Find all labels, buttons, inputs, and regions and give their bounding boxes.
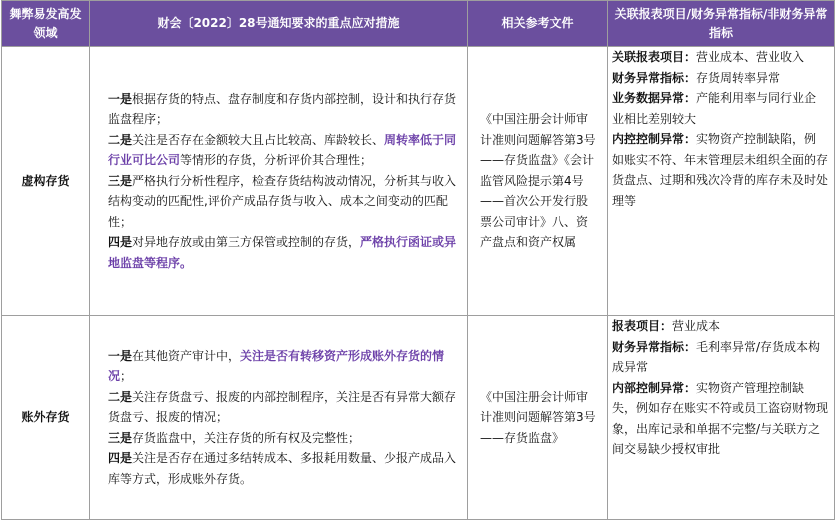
- indicator-text: 实物资产控制缺陷，例如账实不符、年末管理层未组织全面的存货盘点、过期和残次冷背的库存未及时处理等: [612, 132, 829, 208]
- header-measures: 财会〔2022〕28号通知要求的重点应对措施: [90, 1, 468, 47]
- measure-item: [108, 346, 459, 387]
- indicator-item: [612, 129, 828, 211]
- indicator-item: [612, 378, 828, 460]
- measure-lead: 三是: [108, 173, 133, 188]
- indicators-cell: [608, 47, 835, 316]
- measure-lead: 三是: [108, 430, 133, 445]
- indicator-label: 关联报表项目：: [612, 50, 697, 64]
- indicator-item: [612, 47, 828, 68]
- indicator-label: 内部控制异常：: [612, 380, 697, 395]
- measure-text: ；: [120, 369, 133, 384]
- measure-item: [108, 89, 459, 130]
- header-refs: 相关参考文件: [468, 1, 608, 47]
- indicator-text: 毛利率异常/存货成本构成异常: [612, 339, 821, 374]
- header-row: [2, 1, 835, 47]
- header-indicators: 关联报表项目/财务异常指标/非财务异常指标: [608, 1, 835, 47]
- domain-cell: 账外存货: [2, 316, 90, 520]
- measures-cell: [90, 316, 468, 520]
- indicator-label: 报表项目：: [612, 319, 673, 333]
- measure-text: 关注是否存在金额较大且占比较高、库龄较长、: [132, 132, 385, 147]
- indicator-text: 存货周转率异常: [696, 70, 781, 85]
- indicator-text: 营业成本: [672, 319, 721, 333]
- indicator-text: 营业成本、营业收入: [696, 50, 805, 64]
- measure-text: 根据存货的特点、盘存制度和存货内部控制，设计和执行存货监盘程序；: [108, 91, 457, 127]
- indicator-label: 业务数据异常：: [612, 91, 697, 105]
- measure-text: 等情形的存货，分析评价其合理性；: [180, 153, 373, 168]
- measure-text: 存货监盘中，关注存货的所有权及完整性；: [132, 430, 361, 445]
- measure-highlight: 严格执行函证或异地监盘等程序。: [108, 235, 457, 270]
- measure-lead: 四是: [108, 235, 133, 250]
- table-row: [2, 316, 835, 520]
- measure-text: 对异地存放或由第三方保管或控制的存货，: [132, 235, 361, 250]
- indicator-item: [612, 337, 828, 378]
- indicators-cell: [608, 316, 835, 520]
- indicator-label: 内控控制异常：: [612, 132, 697, 146]
- domain-cell: 虚构存货: [2, 47, 90, 316]
- refs-cell: 《中国注册会计师审计准则问题解答第3号——存货监盘》: [468, 316, 608, 520]
- indicator-label: 财务异常指标：: [612, 339, 697, 354]
- measure-lead: 一是: [108, 91, 133, 106]
- measure-lead: 二是: [108, 132, 133, 147]
- indicator-item: [612, 68, 828, 89]
- indicator-item: [612, 88, 828, 129]
- indicator-text: 产能利用率与同行业企业相比差别较大: [612, 91, 817, 126]
- measure-item: [108, 130, 459, 171]
- measure-text: 关注是否存在通过多结转成本、多报耗用数量、少报产成品入库等方式，形成账外存货。: [108, 451, 457, 486]
- measure-text: 严格执行分析性程序，检查存货结构波动情况，分析其与收入结构变动的匹配性,评价产成品存货与收入、成本之间变动的匹配性；: [108, 173, 457, 229]
- measure-item: [108, 428, 459, 449]
- measures-cell: [90, 47, 468, 316]
- measure-item: [108, 387, 459, 428]
- fraud-measures-table: [1, 0, 835, 520]
- measure-lead: 一是: [108, 348, 133, 363]
- measure-item: [108, 171, 459, 233]
- measure-lead: 二是: [108, 389, 133, 404]
- measure-highlight: 关注是否有转移资产形成账外存货的情况: [108, 348, 445, 384]
- measure-highlight: 周转率低于同行业可比公司: [108, 132, 457, 168]
- refs-cell: 《中国注册会计师审计准则问题解答第3号——存货监盘》《会计监管风险提示第4号——首次公开发行股票公司审计》八、资产盘点和资产权属: [468, 47, 608, 316]
- measure-text: 在其他资产审计中，: [132, 348, 241, 363]
- measure-item: [108, 232, 459, 273]
- measure-text: 关注存货盘亏、报废的内部控制程序，关注是否有异常大额存货盘亏、报废的情况；: [108, 389, 457, 425]
- header-domain: 舞弊易发高发领域: [2, 1, 90, 47]
- indicator-label: 财务异常指标：: [612, 70, 697, 85]
- indicator-item: [612, 316, 828, 337]
- measure-item: [108, 448, 459, 489]
- table-row: [2, 47, 835, 316]
- measure-lead: 四是: [108, 451, 133, 466]
- indicator-text: 实物资产管理控制缺失，例如存在账实不符或员工盗窃财物现象，出库记录和单据不完整/与关联方之间交易缺少授权审批: [612, 380, 829, 456]
